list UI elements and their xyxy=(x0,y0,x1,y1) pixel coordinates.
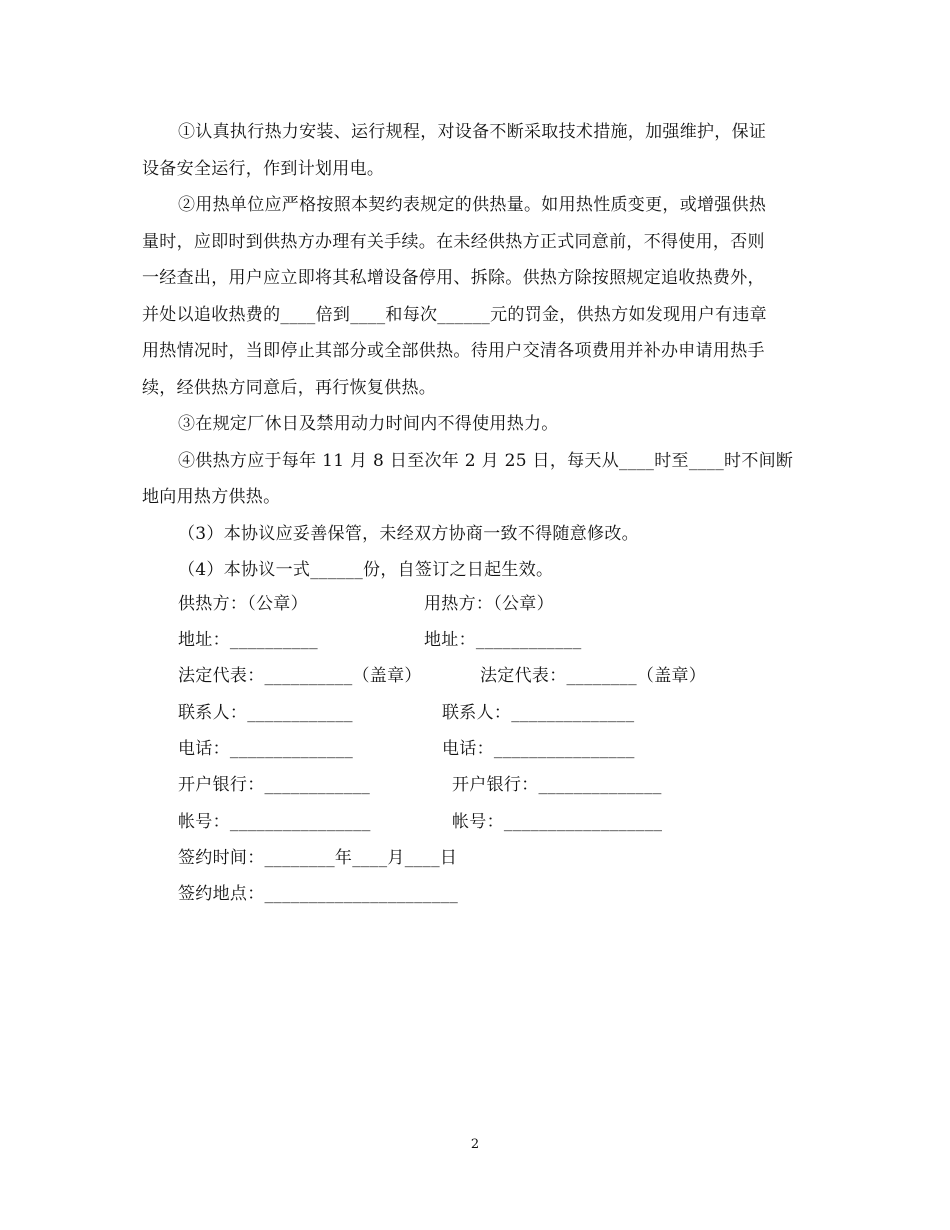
page-number: 2 xyxy=(470,1137,480,1152)
right-rep-field: 法定代表：________（盖章） xyxy=(480,666,707,686)
clause-1 xyxy=(142,114,812,187)
left-bank-field: 开户银行：____________ xyxy=(178,775,371,795)
text-line: 地向用热方供热。 xyxy=(142,487,281,507)
right-party-label: 用热方：（公章） xyxy=(424,594,554,614)
clause-2 xyxy=(142,187,812,406)
text-line: 用热情况时，当即停止其部分或全部供热。待用户交清各项费用并补办申请用热手 xyxy=(142,341,765,361)
left-rep-field: 法定代表：__________（盖章） xyxy=(178,666,422,686)
contract-body xyxy=(142,114,812,589)
item-3: （3）本协议应妥善保管，未经双方协商一致不得随意修改。 xyxy=(178,523,639,544)
right-bank-field: 开户银行：______________ xyxy=(452,775,662,795)
left-address-field: 地址：__________ xyxy=(178,630,318,650)
right-contact-field: 联系人：______________ xyxy=(442,703,635,723)
text-line: ②用热单位应严格按照本契约表规定的供热量。如用热性质变更，或增强供热 xyxy=(178,195,767,215)
right-phone-field: 电话：________________ xyxy=(442,739,635,759)
text-line: ④供热方应于每年 11 月 8 日至次年 2 月 25 日，每天从____时至____时不间断 xyxy=(178,450,794,471)
left-account-field: 帐号：________________ xyxy=(178,812,371,832)
text-line: 一经查出，用户应立即将其私增设备停用、拆除。供热方除按照规定追收热费外， xyxy=(142,268,765,288)
signing-date-field: 签约时间：________年____月____日 xyxy=(178,848,458,868)
signing-place-field: 签约地点：______________________ xyxy=(178,884,459,904)
text-line: ①认真执行热力安装、运行规程，对设备不断采取技术措施，加强维护，保证 xyxy=(178,122,767,142)
left-phone-field: 电话：______________ xyxy=(178,739,354,759)
text-line: 续，经供热方同意后，再行恢复供热。 xyxy=(142,377,437,398)
text-line: 设备安全运行，作到计划用电。 xyxy=(142,158,385,179)
clause-3 xyxy=(142,406,812,443)
item-4: （4）本协议一式______份，自签订之日起生效。 xyxy=(178,560,554,580)
text-line: 并处以追收热费的____倍到____和每次______元的罚金，供热方如发现用户有违章 xyxy=(142,304,767,325)
right-account-field: 帐号：__________________ xyxy=(452,812,663,832)
left-party-label: 供热方：（公章） xyxy=(178,594,308,614)
text-line: ③在规定厂休日及禁用动力时间内不得使用热力。 xyxy=(178,414,559,434)
left-contact-field: 联系人：____________ xyxy=(178,703,353,723)
text-line: 量时，应即时到供热方办理有关手续。在未经供热方正式同意前，不得使用，否则 xyxy=(142,231,765,252)
right-address-field: 地址：____________ xyxy=(424,630,582,650)
clause-4 xyxy=(142,443,812,516)
